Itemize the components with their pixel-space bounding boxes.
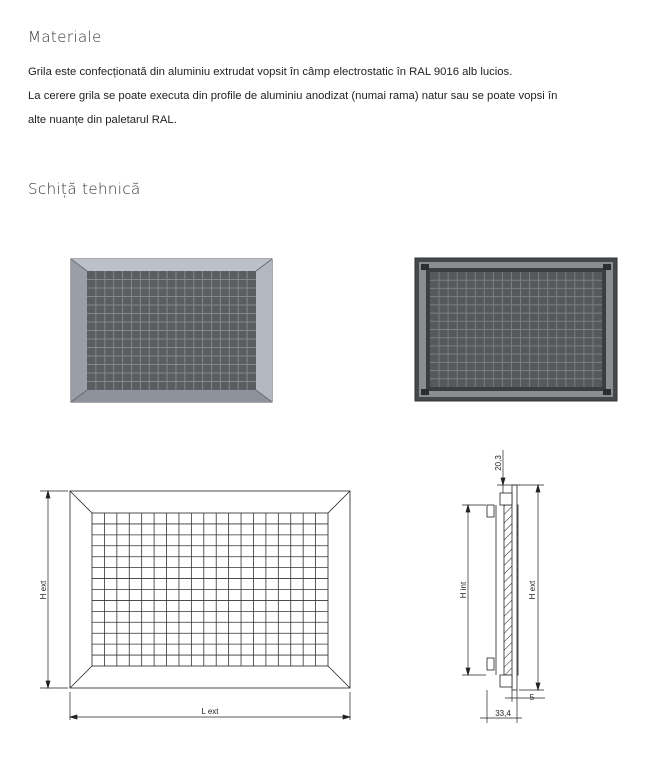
front-elevation-drawing [70, 491, 350, 688]
dimension-5 [505, 690, 545, 702]
bottom-flange [500, 675, 512, 687]
front-frame-right-bevel [256, 259, 272, 402]
front-view-render [71, 259, 272, 402]
back-corner-clip [603, 264, 611, 270]
front-frame-bottom-bevel [71, 390, 272, 402]
top-clip [487, 505, 494, 517]
dimension-33-4 [480, 690, 522, 723]
materials-line-2: La cerere grila se poate executa din profile de aluminiu anodizat (numai rama) natur sau se poate vopsi în [28, 90, 558, 102]
materials-line-1: Grila este confecționată din aluminiu extrudat vopsit în câmp electrostatic în RAL 9016 alb lucios. [28, 66, 513, 78]
dimension-h-ext-side-label: H ext [528, 580, 537, 600]
back-corner-clip [603, 389, 611, 395]
top-flange [500, 493, 512, 505]
front-flange [512, 485, 517, 690]
dimension-h-ext-label: H ext [39, 580, 48, 600]
side-section-drawing [487, 485, 518, 690]
materials-line-3: alte nuanțe din paletarul RAL. [28, 114, 177, 126]
front-frame-top-bevel [71, 259, 272, 271]
dimension-33-4-label: 33,4 [495, 709, 511, 718]
materials-heading: Materiale [28, 28, 102, 46]
back-view-render [415, 258, 617, 401]
dimension-20-3-label: 20,3 [494, 455, 503, 471]
back-corner-clip [421, 389, 429, 395]
sketch-heading: Schiță tehnică [28, 180, 141, 198]
bottom-clip [487, 658, 494, 670]
back-corner-clip [421, 264, 429, 270]
dimension-l-ext-label: L ext [201, 707, 219, 716]
dimension-5-label: 5 [529, 693, 535, 702]
front-frame-left-bevel [71, 259, 87, 402]
dimension-h-int-label: H int [459, 581, 468, 599]
front-elevation-grid [92, 513, 328, 666]
